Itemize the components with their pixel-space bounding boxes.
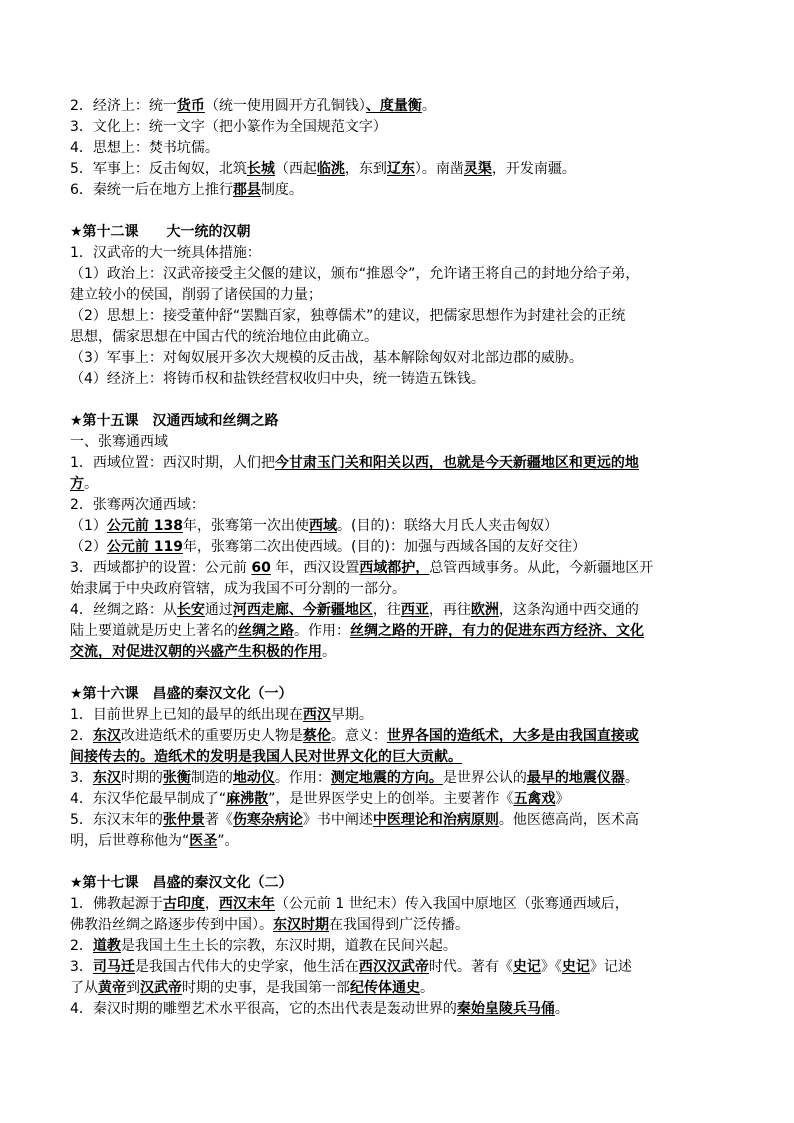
- lesson-17-section: [70, 873, 735, 1020]
- text-line: [70, 600, 735, 621]
- text-line: [70, 642, 735, 663]
- key-term: 纪传体通史: [350, 980, 420, 996]
- lesson-15-section: [70, 411, 735, 663]
- key-term: 河西走廊、今新疆地区: [232, 602, 373, 618]
- text-line: [70, 432, 735, 453]
- key-term: 西汉: [302, 707, 331, 723]
- text-run: （公元前 1 世纪末）传入我国中原地区（张骞通西域后，: [274, 896, 629, 912]
- text-run: ）。南凿: [414, 161, 464, 177]
- key-term: 麻沸散: [226, 791, 269, 807]
- text-line: [70, 369, 735, 390]
- lesson-16-title: ★第十六课 昌盛的秦汉文化（一）: [70, 686, 293, 702]
- key-term: 医圣: [189, 833, 218, 849]
- text-run: 1．汉武帝的大一统具体措施：: [70, 245, 261, 261]
- text-run: ，东到: [344, 161, 387, 177]
- text-run: （统一使用圆开方孔铜钱）: [204, 98, 366, 114]
- text-line: [70, 348, 735, 369]
- text-run: 改进造纸术的重要历史人物是: [120, 728, 303, 744]
- key-term: 60: [251, 560, 271, 576]
- text-line: [70, 264, 735, 285]
- text-run: ，开发南疆。: [491, 161, 576, 177]
- text-run: 佛教沿丝绸之路逐步传到中国）。: [70, 917, 273, 933]
- text-line: [70, 516, 735, 537]
- text-line: [70, 831, 735, 852]
- text-line: [70, 495, 735, 516]
- key-term: 秦始皇陵兵马俑: [456, 1001, 555, 1017]
- text-run: ”。: [217, 833, 239, 849]
- text-line: [70, 810, 735, 831]
- text-run: ，: [204, 896, 219, 912]
- key-term: 史记: [561, 959, 590, 975]
- text-run: 。作用：: [294, 623, 350, 639]
- text-run: 。: [624, 770, 639, 786]
- text-run: 。: [420, 980, 434, 996]
- text-run: 》: [555, 791, 570, 807]
- key-term: 交流，对促进汉朝的兴盛产生积极的作用: [70, 644, 322, 660]
- text-run: 。他医德高尚，医术高: [498, 812, 639, 828]
- text-run: 思想，儒家思想在中国古代的统治地位由此确立。: [70, 329, 378, 345]
- text-run: 著《: [204, 812, 233, 828]
- key-term: 西亚: [400, 602, 429, 618]
- text-run: 陆上要道就是历史上著名的: [70, 623, 238, 639]
- key-term: 西域: [309, 518, 338, 534]
- text-line: [70, 978, 735, 999]
- key-term: 张仲景: [162, 812, 205, 828]
- text-run: 是世界公认的: [442, 770, 527, 786]
- key-term: 西域都护，: [359, 560, 430, 576]
- text-line: [70, 327, 735, 348]
- key-term: 东汉: [92, 728, 121, 744]
- text-run: 。: [322, 644, 336, 660]
- key-term: 间接传去的。造纸术的发明是我国人民对世界文化的巨大贡献。: [70, 749, 462, 765]
- key-term: 张衡: [162, 770, 191, 786]
- text-run: （西起: [274, 161, 317, 177]
- text-run: 》《: [540, 959, 562, 975]
- text-run: 3．: [70, 770, 93, 786]
- text-line: [70, 957, 735, 978]
- text-run: 5．军事上：反击匈奴，北筑: [70, 161, 247, 177]
- lesson-16-section: [70, 684, 735, 852]
- key-term: 临洮: [316, 161, 345, 177]
- text-run: 早期。: [330, 707, 373, 723]
- text-run: 5．东汉末年的: [70, 812, 163, 828]
- key-term: 货币: [176, 98, 205, 114]
- text-line: [70, 159, 735, 180]
- text-run: 。: [84, 476, 98, 492]
- key-term: 古印度: [162, 896, 205, 912]
- key-term: 今甘肃玉门关和阳关以西，也就是今天新疆地区和更远的地: [274, 455, 639, 471]
- text-line: [70, 705, 735, 726]
- key-term: 灵渠: [463, 161, 492, 177]
- text-line: [70, 96, 735, 117]
- text-line: [70, 621, 735, 642]
- key-term: 丝绸之路的开辟，有力的促进东西方经济、文化: [350, 623, 644, 639]
- key-term: 西汉末年: [218, 896, 275, 912]
- text-run: 。: [554, 1001, 569, 1017]
- key-term: 郡县: [232, 182, 261, 198]
- text-run: 明，后世尊称他为“: [70, 833, 190, 849]
- text-line: [70, 453, 735, 474]
- text-run: （4）经济上：将铸币权和盐铁经营权收归中央，统一铸造五铢钱。: [70, 371, 485, 387]
- key-term: 丝绸之路: [238, 623, 294, 639]
- text-run: 年，张骞第一次出使: [183, 518, 310, 534]
- text-line: [70, 285, 735, 306]
- text-run: 总管西域事务。从此，今新疆地区开: [429, 560, 654, 576]
- text-run: 始隶属于中央政府管辖，成为我国不可分割的一部分。: [70, 581, 406, 597]
- key-term: 长城: [246, 161, 275, 177]
- key-term: 测定地震的方向。: [330, 770, 443, 786]
- text-line: [70, 999, 735, 1020]
- text-run: ”，是世界医学史上的创举。主要著作《: [268, 791, 514, 807]
- qin-measures-section: [70, 96, 735, 201]
- text-line: [70, 894, 735, 915]
- text-run: 4．丝绸之路：从: [70, 602, 177, 618]
- text-run: （2）思想上：接受董仲舒“罢黜百家，独尊儒术”的建议，把儒家思想作为封建社会的正统: [70, 308, 626, 324]
- text-run: 在我国得到广泛传播。: [329, 917, 469, 933]
- text-run: 时期的史事，是我国第一部: [182, 980, 350, 996]
- key-term: 长安: [176, 602, 205, 618]
- text-run: 是我国土生土长的宗教，东汉时期，道教在民间兴起。: [120, 938, 457, 954]
- text-run: ，往: [372, 602, 401, 618]
- key-term: 黄帝: [98, 980, 126, 996]
- key-term: 、度量衡: [365, 98, 422, 114]
- text-line: [70, 936, 735, 957]
- text-run: 时期的: [120, 770, 163, 786]
- text-run: 3．文化上：统一文字（把小篆作为全国规范文字）: [70, 119, 387, 135]
- text-run: 1．佛教起源于: [70, 896, 163, 912]
- text-line: [70, 579, 735, 600]
- key-term: 世界各国的造纸术，大多是由我国直接或: [386, 728, 639, 744]
- key-term: 道教: [92, 938, 121, 954]
- text-run: 1．目前世界上已知的最早的纸出现在: [70, 707, 303, 723]
- text-line: [70, 474, 735, 495]
- key-term: 方: [70, 476, 84, 492]
- key-term: 东汉: [92, 770, 121, 786]
- key-term: 史记: [512, 959, 541, 975]
- key-term: 地动仪: [232, 770, 275, 786]
- text-run: 6．秦统一后在地方上推行: [70, 182, 233, 198]
- key-term: 欧洲: [470, 602, 499, 618]
- lesson-12-title: ★第十二课 大一统的汉朝: [70, 224, 251, 240]
- text-line: [70, 180, 735, 201]
- text-line: [70, 726, 735, 747]
- text-run: 到: [126, 980, 140, 996]
- key-term: 伤寒杂病论: [232, 812, 303, 828]
- text-run: 4．秦汉时期的雕塑艺术水平很高，它的杰出代表是轰动世界的: [70, 1001, 457, 1017]
- text-run: 3．西域都护的设置：公元前: [70, 560, 252, 576]
- text-run: 2．张骞两次通西域：: [70, 497, 205, 513]
- text-run: 制造的: [190, 770, 233, 786]
- text-run: 1．西域位置：西汉时期，人们把: [70, 455, 275, 471]
- text-run: 年，西汉设置: [270, 560, 360, 576]
- text-run: 。: [421, 98, 436, 114]
- text-run: 。作用：: [274, 770, 331, 786]
- text-run: ，这条沟通中西交通的: [498, 602, 639, 618]
- text-run: 2．: [70, 728, 93, 744]
- key-term: 中医理论和治病原则: [372, 812, 499, 828]
- text-run: 制度。: [260, 182, 303, 198]
- key-term: 辽东: [386, 161, 415, 177]
- text-run: 2．: [70, 938, 93, 954]
- text-run: （2）: [70, 539, 107, 555]
- text-run: 年，张骞第二次出使西域。(目的)：加强与西域各国的友好交往）: [183, 539, 586, 555]
- key-term: 西汉汉武帝: [358, 959, 429, 975]
- text-run: （3）军事上：对匈奴展开多次大规模的反击战，基本解除匈奴对北部边郡的威胁。: [70, 350, 583, 366]
- document-page: [70, 96, 735, 1020]
- key-term: 五禽戏: [513, 791, 556, 807]
- key-term: 公元前 138: [106, 518, 184, 534]
- key-term: 司马迁: [92, 959, 135, 975]
- text-line: [70, 747, 735, 768]
- text-run: 3．: [70, 959, 93, 975]
- text-line: [70, 915, 735, 936]
- key-term: 公元前 119: [106, 539, 184, 555]
- text-run: 4．思想上：焚书坑儒。: [70, 140, 219, 156]
- text-run: 》记述: [589, 959, 632, 975]
- text-run: （1）: [70, 518, 107, 534]
- key-term: 汉武帝: [140, 980, 182, 996]
- text-line: [70, 789, 735, 810]
- text-line: [70, 768, 735, 789]
- lesson-12-section: [70, 222, 735, 390]
- text-run: 通过: [204, 602, 233, 618]
- text-run: 2．经济上：统一: [70, 98, 177, 114]
- text-run: 时代。著有《: [428, 959, 513, 975]
- text-run: 》书中阐述: [302, 812, 373, 828]
- text-line: [70, 306, 735, 327]
- text-run: 了从: [70, 980, 98, 996]
- text-run: 4．东汉华佗最早制成了“: [70, 791, 227, 807]
- key-term: 蔡伦: [302, 728, 331, 744]
- key-term: 东汉时期: [273, 917, 329, 933]
- text-run: 建立较小的侯国，削弱了诸侯国的力量；: [70, 287, 322, 303]
- text-run: （1）政治上：汉武帝接受主父偃的建议，颁布“推恩令”，允许诸王将自己的封地分给子弟，: [70, 266, 640, 282]
- lesson-15-title: ★第十五课 汉通西域和丝绸之路: [70, 413, 279, 429]
- text-run: ，再往: [428, 602, 471, 618]
- text-run: 。意义：: [330, 728, 387, 744]
- text-run: 。(目的)：联络大月氏人夹击匈奴）: [337, 518, 558, 534]
- text-line: [70, 138, 735, 159]
- text-run: 一、张骞通西域: [70, 434, 168, 450]
- text-line: [70, 243, 735, 264]
- text-line: [70, 117, 735, 138]
- text-line: [70, 558, 735, 579]
- lesson-17-title: ★第十七课 昌盛的秦汉文化（二）: [70, 875, 293, 891]
- text-run: 是我国古代伟大的史学家，他生活在: [134, 959, 359, 975]
- text-line: [70, 537, 735, 558]
- key-term: 最早的地震仪器: [526, 770, 625, 786]
